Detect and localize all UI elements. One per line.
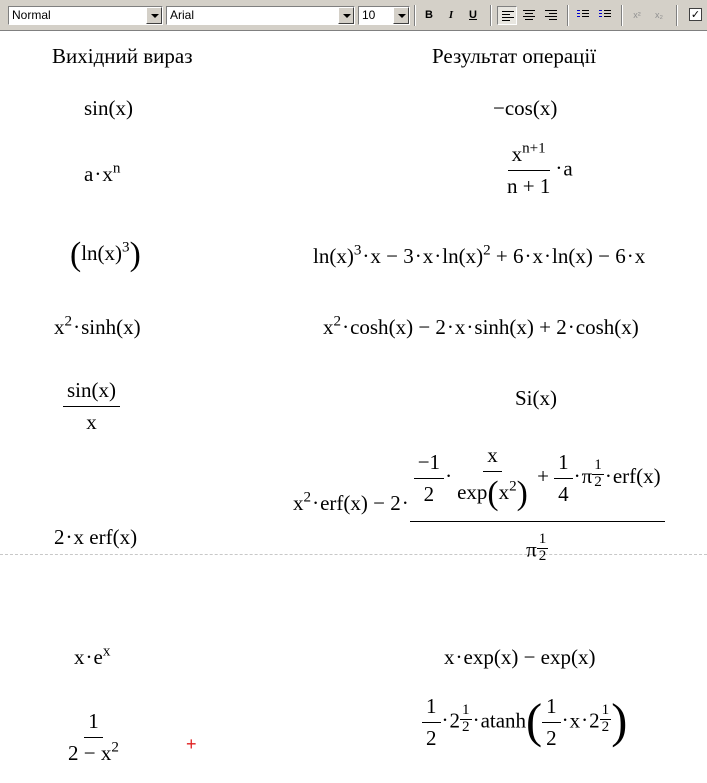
expr-right-2[interactable]: $\frac{x^{n+1}}{n + 1}$ ·a (507, 140, 573, 198)
header-operation-result: Результат операції (432, 44, 597, 68)
chevron-down-icon[interactable] (338, 7, 354, 24)
toolbar-separator (676, 5, 678, 26)
formatting-toolbar (0, 0, 707, 31)
header-source-expression: Вихідний вираз (52, 44, 193, 68)
font-select[interactable] (166, 6, 355, 25)
style-select-value: Normal (12, 8, 51, 22)
align-right-icon (545, 10, 557, 21)
underline-button[interactable]: U (469, 9, 477, 21)
align-center-button[interactable] (519, 6, 539, 25)
toolbar-separator (567, 5, 569, 26)
toolbar-separator (621, 5, 623, 26)
italic-button[interactable]: I (448, 9, 454, 21)
align-left-icon (502, 11, 514, 22)
numbering-button[interactable] (595, 6, 615, 25)
font-select-value: Arial (170, 8, 195, 22)
align-right-button[interactable] (541, 6, 561, 25)
expr-right-8[interactable]: $\frac{1}{2}$ ·2 $\frac{1}{2}$ ·atanh( $\frac{1}{2}$ ·x·2 $\frac{1}{2}$ ) (422, 694, 627, 751)
numbering-icon (599, 10, 611, 21)
bold-button[interactable]: B (425, 9, 433, 21)
expr-left-3[interactable]: $(\ln(x)^3)$ (70, 236, 141, 273)
expr-right-4[interactable]: $x^2\cdot\cosh(x) - 2\cdot x\cdot\sinh(x) + 2\cdot\cosh(x)$ (323, 313, 639, 339)
toolbar-checkbox[interactable]: ✓ (690, 8, 701, 21)
font-size-value: 10 (362, 8, 376, 22)
expr-right-6[interactable]: $x^2\cdot erf(x) - 2\cdot$ $\frac{-1}{2}$ · $\frac{x}{\exp(x^2)}$ + $\frac{1}{4}$ ·π $\frac{1}{2}$ ·erf(x) π $\frac{1}{2}$ (293, 443, 665, 565)
expr-left-4[interactable]: $x^2\cdot\sinh(x)$ (54, 313, 141, 339)
expr-left-8[interactable]: $\frac{1}{2 - x^2}$ (68, 709, 119, 765)
expr-left-2[interactable]: $a\cdot x^n$ (84, 160, 121, 186)
align-left-button[interactable] (497, 6, 517, 25)
toolbar-separator (490, 5, 492, 26)
chevron-down-icon[interactable] (393, 7, 409, 24)
expr-right-1[interactable]: −cos(x) (493, 96, 558, 120)
expr-right-7[interactable]: x·exp(x) − exp(x) (444, 645, 596, 669)
expr-left-6[interactable]: 2·x erf(x) (54, 525, 138, 549)
expr-right-3[interactable]: $\ln(x)^3\cdot x - 3\cdot x\cdot\ln(x)^2 + 6\cdot x\cdot\ln(x) - 6\cdot x$ (313, 242, 646, 268)
expr-left-7[interactable]: $x\cdot e^x$ (74, 643, 111, 669)
align-center-icon (523, 10, 535, 21)
style-select[interactable] (8, 6, 163, 25)
subscript-button[interactable]: x₂ (655, 10, 663, 20)
bullets-icon (577, 10, 589, 21)
superscript-button[interactable]: x² (633, 10, 641, 20)
expr-left-1[interactable]: sin(x) (84, 96, 134, 120)
font-size-select[interactable] (358, 6, 410, 25)
toolbar-separator (414, 5, 416, 26)
expr-right-5[interactable]: Si(x) (515, 386, 558, 410)
chevron-down-icon[interactable] (146, 7, 162, 24)
bullets-button[interactable] (573, 6, 593, 25)
insertion-cursor[interactable]: + (186, 734, 197, 754)
expr-left-5[interactable]: $\frac{\sin(x)}{x}$ (63, 378, 120, 435)
